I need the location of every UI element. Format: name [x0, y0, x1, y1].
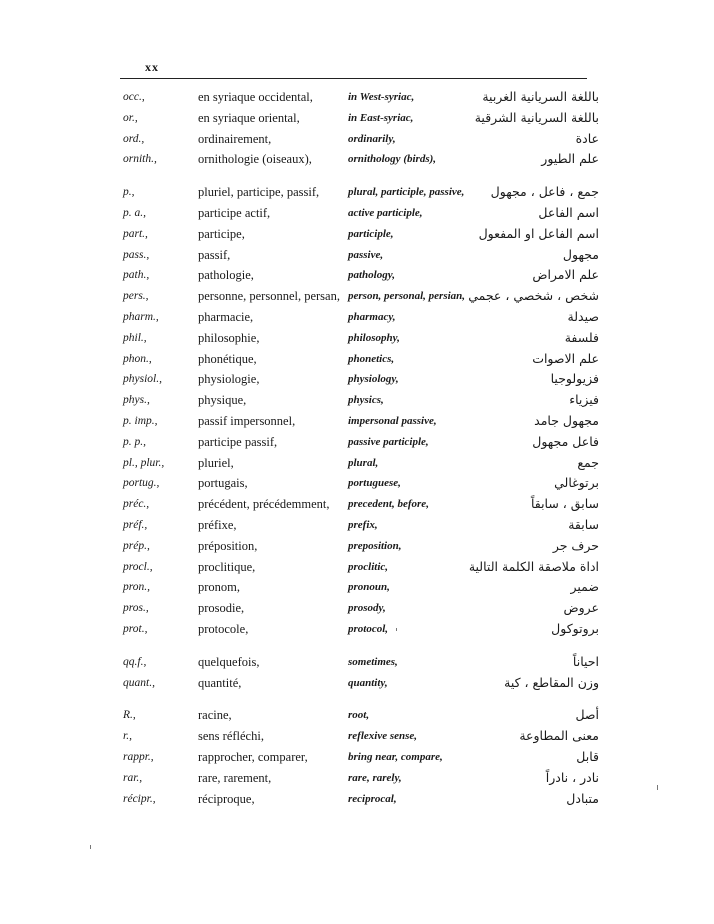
page-number: xx [145, 60, 159, 74]
abbreviation: ord., [123, 132, 145, 145]
entry-row [0, 789, 714, 810]
french-term: proclitique, [198, 559, 256, 574]
french-term: philosophie, [198, 330, 260, 345]
abbreviation: rappr., [123, 750, 154, 763]
entry-row [0, 453, 714, 474]
entry-row [0, 768, 714, 789]
english-term: reciprocal, [348, 792, 397, 805]
french-term: personne, personnel, persan, [198, 289, 340, 304]
arabic-term: اسم الفاعل [538, 204, 599, 220]
abbreviation: pron., [123, 581, 151, 594]
abbreviation: quant., [123, 676, 155, 689]
abbreviation: procl., [123, 560, 153, 573]
arabic-term: صيدلة [567, 308, 599, 324]
entry-row [0, 557, 714, 578]
arabic-term: عادة [575, 130, 599, 146]
entry-row [0, 108, 714, 129]
english-term: active participle, [348, 206, 423, 219]
arabic-term: عروض [563, 600, 599, 616]
french-term: ordinairement, [198, 131, 272, 146]
arabic-term: اسم الفاعل او المفعول [478, 225, 599, 241]
arabic-term: ضمير [570, 579, 599, 595]
arabic-term: فيزياء [569, 392, 599, 408]
arabic-term: قابل [576, 748, 599, 764]
english-term: sometimes, [348, 655, 398, 668]
entry-group [0, 705, 714, 809]
english-term: preposition, [348, 539, 402, 552]
arabic-term: باللغة السريانية الشرقية [474, 109, 599, 125]
arabic-term: معنى المطاوعة [519, 728, 599, 744]
french-term: passif, [198, 247, 231, 262]
french-term: participe, [198, 226, 245, 241]
scan-speck [90, 845, 91, 849]
entry-row [0, 411, 714, 432]
english-term: plural, [348, 456, 379, 469]
english-term: pathology, [348, 269, 395, 282]
french-term: pharmacie, [198, 309, 254, 324]
entry-row [0, 652, 714, 673]
english-term: ornithology (birds), [348, 153, 437, 166]
abbreviation: p., [123, 186, 135, 199]
abbreviation: or., [123, 111, 138, 124]
entry-row [0, 203, 714, 224]
arabic-term: سابق ، سابقاً [530, 496, 599, 512]
entry-row [0, 673, 714, 694]
abbreviation: R., [123, 709, 136, 722]
entry-row [0, 224, 714, 245]
english-term: in East-syriac, [348, 111, 414, 124]
french-term: pluriel, participe, passif, [198, 185, 320, 200]
arabic-term: فلسفة [564, 329, 599, 345]
french-term: physique, [198, 393, 247, 408]
arabic-term: سابقة [568, 516, 599, 532]
entry-row [0, 286, 714, 307]
abbreviation: prép., [123, 539, 150, 552]
entry-row [0, 432, 714, 453]
french-term: portugais, [198, 476, 248, 491]
french-term: rare, rarement, [198, 770, 272, 785]
entry-row [0, 349, 714, 370]
entry-row [0, 149, 714, 170]
abbreviation: pharm., [123, 310, 159, 323]
english-term: physiology, [348, 373, 399, 386]
abbreviation: p. p., [123, 435, 146, 448]
english-term: passive, [348, 248, 384, 261]
abbreviation: préf., [123, 518, 148, 531]
french-term: pluriel, [198, 455, 234, 470]
english-term: rare, rarely, [348, 771, 402, 784]
arabic-term: متبادل [566, 790, 599, 806]
entry-row [0, 390, 714, 411]
french-term: racine, [198, 708, 232, 723]
arabic-term: احياناً [572, 653, 599, 669]
abbreviation: p. a., [123, 206, 146, 219]
entry-row [0, 515, 714, 536]
entry-row [0, 87, 714, 108]
abbreviation: r., [123, 730, 132, 743]
arabic-term: علم الاصوات [532, 350, 599, 366]
entry-group [0, 87, 714, 170]
english-term: pronoun, [348, 581, 390, 594]
arabic-term: جمع ، فاعل ، مجهول [490, 184, 599, 200]
french-term: préposition, [198, 538, 258, 553]
french-term: ornithologie (oiseaux), [198, 152, 312, 167]
english-term: bring near, compare, [348, 750, 443, 763]
abbreviation: physiol., [123, 373, 162, 386]
french-term: réciproque, [198, 791, 255, 806]
arabic-term: جمع [577, 454, 599, 470]
english-term: person, personal, persian, [348, 290, 466, 303]
entry-row [0, 369, 714, 390]
arabic-term: برتوغالي [554, 475, 599, 491]
french-term: précédent, précédemment, [198, 497, 330, 512]
french-term: quantité, [198, 675, 242, 690]
english-term: protocol, [348, 622, 389, 635]
entry-row [0, 747, 714, 768]
english-term: pharmacy, [348, 310, 396, 323]
abbreviation: phil., [123, 331, 147, 344]
english-term: proclitic, [348, 560, 389, 573]
english-term: phonetics, [348, 352, 395, 365]
arabic-term: باللغة السريانية الغربية [482, 89, 599, 104]
header-rule [120, 78, 587, 79]
french-term: prosodie, [198, 601, 245, 616]
arabic-term: بروتوكول [551, 620, 599, 636]
entry-group [0, 182, 714, 640]
french-term: préfixe, [198, 517, 237, 532]
arabic-term: علم الطيور [541, 151, 599, 167]
entry-row [0, 473, 714, 494]
french-term: rapprocher, comparer, [198, 749, 308, 764]
french-term: physiologie, [198, 372, 260, 387]
english-term: root, [348, 709, 370, 722]
french-term: participe actif, [198, 205, 271, 220]
arabic-term: نادر ، نادراً [545, 769, 599, 785]
entry-row [0, 536, 714, 557]
english-term: passive participle, [348, 435, 429, 448]
abbreviation: préc., [123, 498, 150, 511]
entry-row [0, 577, 714, 598]
arabic-term: أصل [575, 707, 599, 723]
abbreviation-list [0, 87, 714, 809]
abbreviation: prot., [123, 622, 148, 635]
abbreviation: ornith., [123, 153, 157, 166]
entry-row [0, 726, 714, 747]
french-term: pathologie, [198, 268, 254, 283]
english-term: impersonal passive, [348, 414, 437, 427]
french-term: participe passif, [198, 434, 278, 449]
entry-group [0, 652, 714, 694]
english-term: plural, participle, passive, [348, 186, 465, 199]
entry-row [0, 598, 714, 619]
french-term: en syriaque occidental, [198, 90, 313, 104]
french-term: sens réfléchi, [198, 729, 264, 744]
entry-row [0, 182, 714, 203]
entry-row [0, 328, 714, 349]
entry-row [0, 307, 714, 328]
arabic-term: اداة ملاصقة الكلمة التالية [468, 558, 599, 574]
entry-row [0, 619, 714, 640]
abbreviation: phon., [123, 352, 152, 365]
french-term: pronom, [198, 580, 241, 595]
english-term: ordinarily, [348, 132, 396, 145]
entry-row [0, 129, 714, 150]
english-term: in West-syriac, [348, 91, 415, 103]
arabic-term: وزن المقاطع ، كية [504, 674, 599, 690]
scan-speck [396, 628, 397, 631]
abbreviation: portug., [123, 477, 160, 490]
english-term: prosody, [348, 602, 386, 615]
english-term: prefix, [348, 518, 378, 531]
arabic-term: علم الامراض [532, 267, 599, 283]
entry-row [0, 705, 714, 726]
french-term: quelquefois, [198, 654, 260, 669]
abbreviation: occ., [123, 91, 145, 103]
abbreviation: part., [123, 227, 148, 240]
abbreviation: path., [123, 269, 150, 282]
arabic-term: شخص ، شخصي ، عجمي [468, 288, 599, 304]
arabic-term: مجهول جامد [534, 412, 599, 428]
entry-row [0, 494, 714, 515]
french-term: protocole, [198, 621, 249, 636]
abbreviation: rar., [123, 771, 143, 784]
abbreviation: pros., [123, 602, 149, 615]
english-term: quantity, [348, 676, 388, 689]
arabic-term: حرف جر [552, 537, 599, 553]
arabic-term: مجهول [562, 246, 599, 262]
abbreviation: pl., plur., [123, 456, 165, 469]
english-term: reflexive sense, [348, 730, 418, 743]
english-term: precedent, before, [348, 498, 429, 511]
entry-row [0, 245, 714, 266]
french-term: en syriaque oriental, [198, 110, 300, 125]
french-term: passif impersonnel, [198, 413, 296, 428]
english-term: physics, [348, 394, 384, 407]
abbreviation: pass., [123, 248, 150, 261]
abbreviation: récipr., [123, 792, 156, 805]
english-term: philosophy, [348, 331, 400, 344]
english-term: portuguese, [348, 477, 401, 490]
arabic-term: فاعل مجهول [532, 433, 599, 449]
english-term: participle, [348, 227, 394, 240]
abbreviation: qq.f., [123, 655, 147, 668]
french-term: phonétique, [198, 351, 257, 366]
abbreviation: pers., [123, 290, 149, 303]
abbreviation: phys., [123, 394, 150, 407]
entry-row [0, 265, 714, 286]
scan-speck [657, 785, 658, 790]
abbreviation: p. imp., [123, 414, 158, 427]
arabic-term: فزيولوجيا [550, 371, 599, 387]
